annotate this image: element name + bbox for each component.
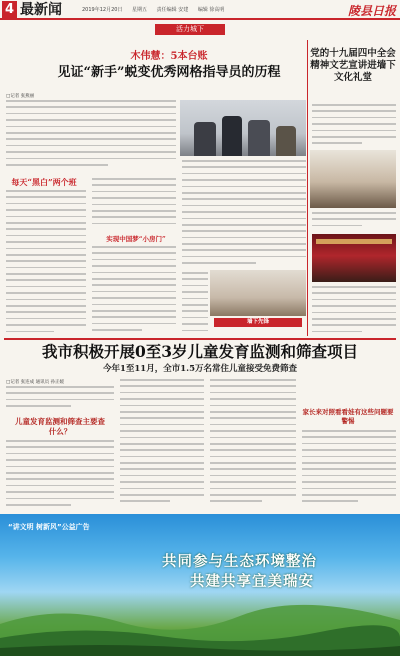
ad-landscape-illustration xyxy=(0,594,400,656)
story1-col3-text xyxy=(182,160,306,268)
story1-title: 见证“新手”蜕变优秀网格指导员的历程 xyxy=(57,65,281,80)
right-column-photo-2 xyxy=(312,234,396,282)
story2-lead-text xyxy=(6,386,114,412)
ad-tag: “讲文明 树新风”公益广告 xyxy=(8,523,90,531)
header-meta xyxy=(82,6,232,13)
story2-byline: □记者 张连成 通讯员 孙正媛 xyxy=(6,380,65,385)
story2-box-title-right: 家长来对照看看娃有这些问题要警惕 xyxy=(302,408,394,425)
story2-col3-text xyxy=(210,379,296,509)
story1-photo-2 xyxy=(210,270,306,316)
story1-col1-text xyxy=(6,190,86,340)
page-number: 4 xyxy=(2,1,17,18)
story2-col4-text xyxy=(302,430,396,510)
right-column-text-1 xyxy=(312,104,396,148)
story1-col2-text xyxy=(92,178,176,232)
story1-side-title-2: 实现中国梦“小房门” xyxy=(106,235,166,243)
right-column-text-3 xyxy=(312,286,396,336)
right-column-photo xyxy=(310,150,396,208)
story1-col4-text xyxy=(182,272,208,340)
editor: 责任编辑 安建 xyxy=(156,7,189,13)
story1-byline: □记者 张燕丽 xyxy=(6,94,35,99)
ad-slogan-1: 共同参与生态环境整治 xyxy=(162,553,317,570)
story2-col2-text xyxy=(120,379,204,509)
issue-weekday: 星期五 xyxy=(132,7,148,13)
column-divider xyxy=(307,40,308,336)
newspaper-brand: 陵县日报 xyxy=(347,4,396,18)
ad-slogan-2: 共建共享宜美瑞安 xyxy=(190,573,314,590)
story2-col1-text xyxy=(6,440,114,510)
section-title: 最新闻 xyxy=(20,2,62,18)
photo-caption-bar: 墙下先锋 xyxy=(214,318,302,327)
story1-lead-text xyxy=(6,100,176,172)
story1-side-title: 每天“黑白”两个班 xyxy=(11,177,77,187)
story2-headline xyxy=(4,342,396,375)
story1-photo xyxy=(180,100,306,156)
story2-box-title: 儿童发育监测和筛查主要查什么？ xyxy=(15,417,105,436)
story1-headline xyxy=(34,50,304,81)
page-editor: 编辑 徐高明 xyxy=(197,7,225,13)
right-column-title: 党的十九届四中全会精神文艺宣讲进墙下文化礼堂 xyxy=(310,48,396,83)
story1-kicker: 木伟慧：5本台账 xyxy=(130,51,208,62)
story-divider xyxy=(4,338,396,340)
public-service-ad xyxy=(0,514,400,656)
masthead xyxy=(0,0,400,20)
story2-title: 我市积极开展0至3岁儿童发育监测和筛查项目 xyxy=(41,342,359,361)
story2-subtitle: 今年1至11月，全市1.5万名常住儿童接受免费筛查 xyxy=(102,364,298,374)
right-column-text-2 xyxy=(312,212,396,232)
column-tag: 活力城下 xyxy=(155,24,225,35)
story1-col2b-text xyxy=(92,246,176,340)
issue-date: 2019年12月20日 xyxy=(82,7,123,13)
